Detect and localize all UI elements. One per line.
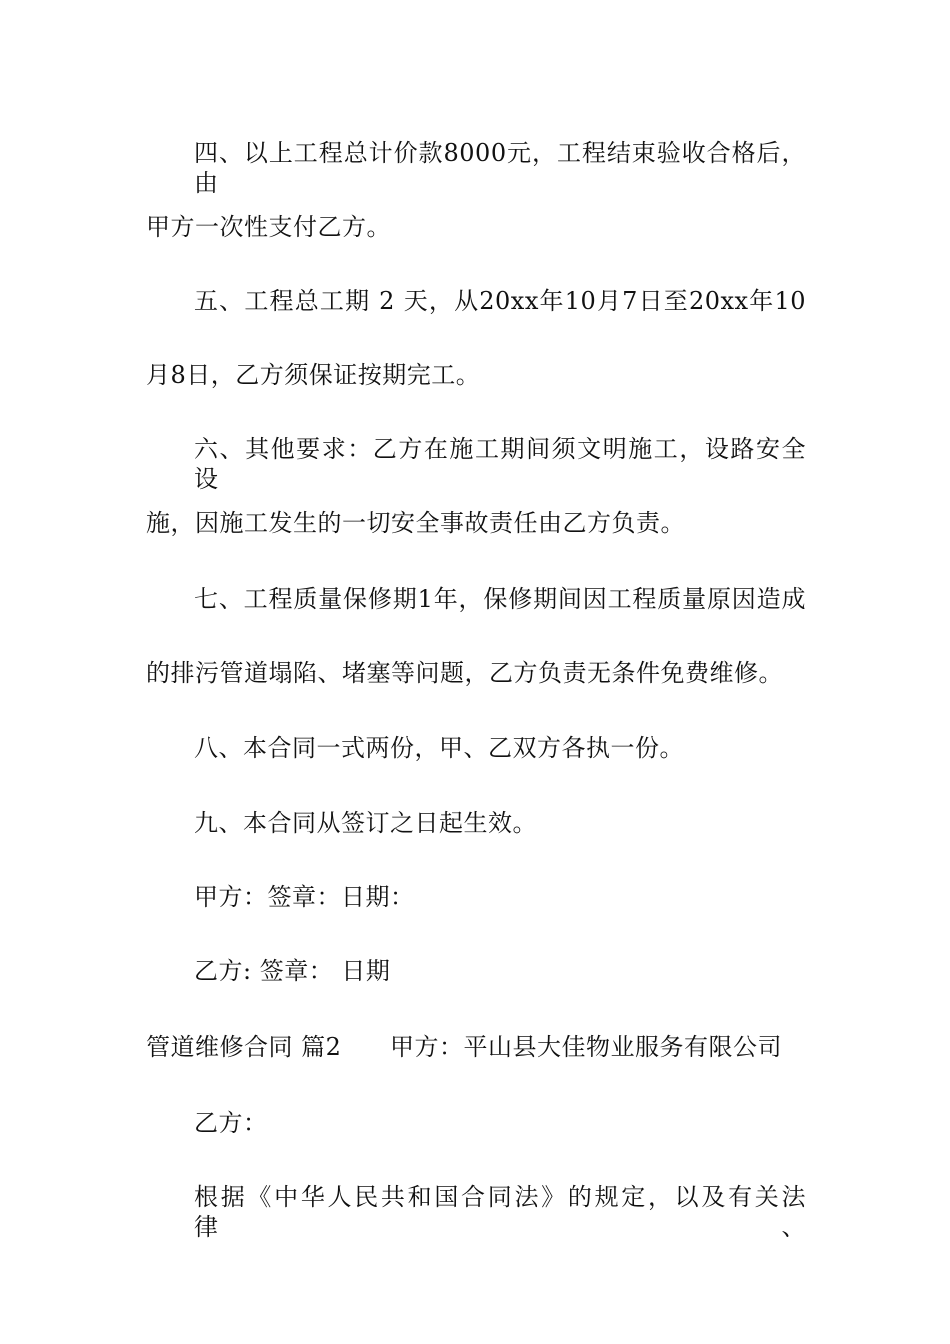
paragraph-6-line-1: 六、其他要求：乙方在施工期间须文明施工，设路安全 设	[194, 435, 806, 493]
paragraph-8: 八、本合同一式两份，甲、乙双方各执一份。	[194, 734, 684, 762]
paragraph-7-line-2: 的排污管道塌陷、堵塞等问题，乙方负责无条件免费维修。	[146, 659, 783, 687]
paragraph-5-line-1: 五、工程总工期 2 天，从20xx年10月7日至20xx年10	[194, 287, 806, 315]
paragraph-7-line-1: 七、工程质量保修期1年，保修期间因工程质量原因造成	[194, 585, 806, 613]
paragraph-4-line-1: 四、以上工程总计价款8000元，工程结束验收合格后，由	[194, 139, 806, 197]
section-2-title: 管道维修合同 篇2	[146, 1033, 342, 1061]
section-2-party-b: 乙方：	[194, 1109, 268, 1137]
signature-party-b: 乙方: 签章： 日期	[194, 957, 391, 985]
paragraph-6-line-2: 施，因施工发生的一切安全事故责任由乙方负责。	[146, 509, 685, 537]
section-2-party-a: 甲方：平山县大佳物业服务有限公司	[390, 1033, 782, 1061]
paragraph-5-line-2: 月8日，乙方须保证按期完工。	[146, 361, 481, 389]
paragraph-9: 九、本合同从签订之日起生效。	[194, 809, 537, 837]
section-2-heading	[146, 1032, 826, 1062]
section-2-intro: 根据《中华人民共和国合同法》的规定，以及有关法律、	[194, 1183, 806, 1241]
paragraph-4-line-2: 甲方一次性支付乙方。	[146, 213, 391, 241]
signature-party-a: 甲方：签章：日期：	[194, 883, 415, 911]
